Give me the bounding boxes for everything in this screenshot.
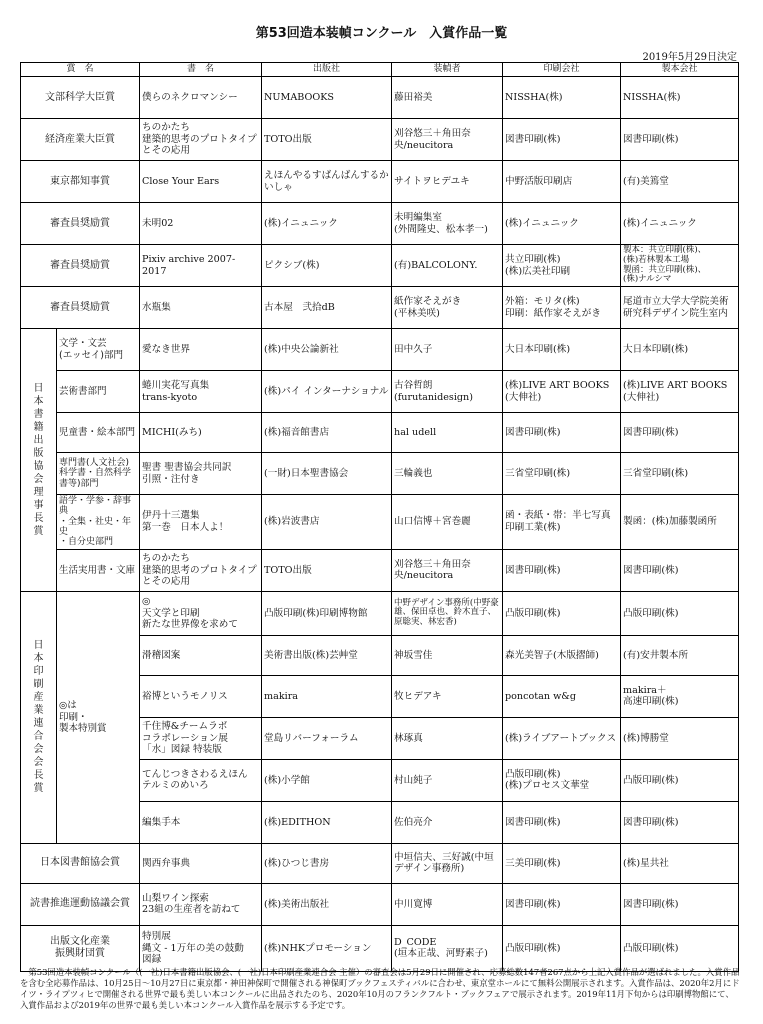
printer: 図書印刷(株) [503,883,621,925]
binder: NISSHA(株) [621,77,739,119]
book-title: 千住博&チームラボ コラボレーション展 「水」図録 特装版 [140,717,262,759]
binder: 凸版印刷(株) [621,759,739,801]
binder: 製函：(株)加藤製函所 [621,495,739,550]
printer: 凸版印刷(株) (株)プロセス文華堂 [503,759,621,801]
publisher: (株)美術出版社 [262,883,392,925]
book-title: てんじつきさわるえほん テルミのめいろ [140,759,262,801]
designer: 藤田裕美 [392,77,503,119]
publisher: (株)ひつじ書房 [262,843,392,883]
table-row [21,371,739,413]
category-name: 児童書・絵本部門 [57,413,140,453]
designer: (有)BALCOLONY. [392,245,503,287]
header-designer: 装幀者 [392,63,503,77]
publisher: (株)小学館 [262,759,392,801]
publisher: (株)パイ インターナショナル [262,371,392,413]
designer: 中野デザイン事務所(中野豪雄、保田卓也、鈴木直子、原聡実、林宏香) [392,591,503,635]
header-award: 賞 名 [21,63,140,77]
designer: 神坂雪佳 [392,635,503,675]
binder: 図書印刷(株) [621,801,739,843]
book-title: 編集手本 [140,801,262,843]
publisher: (一財)日本聖書協会 [262,453,392,495]
table-row [21,925,739,971]
designer: D_CODE (垣本正哉、河野素子) [392,925,503,971]
printer: 凸版印刷(株) [503,591,621,635]
designer: 三輪義也 [392,453,503,495]
book-title: 愛なき世界 [140,329,262,371]
printer: 図書印刷(株) [503,119,621,161]
award-name: 審査員奨励賞 [21,287,140,329]
book-title: Pixiv archive 2007-2017 [140,245,262,287]
group-label-text: 日本印刷産業連合会会長賞 [33,640,44,795]
binder: 図書印刷(株) [621,549,739,591]
book-title: 未明02 [140,203,262,245]
special-award-note: ◎は 印刷・ 製本特別賞 [57,591,140,843]
binder: (有)美篶堂 [621,161,739,203]
table-row [21,77,739,119]
header-publisher: 出版社 [262,63,392,77]
table-row [21,883,739,925]
table-row [21,495,739,550]
binder: 図書印刷(株) [621,883,739,925]
designer: 村山純子 [392,759,503,801]
table-row [21,203,739,245]
table-row [21,245,739,287]
printer: 三美印刷(株) [503,843,621,883]
designer: サイトヲヒデユキ [392,161,503,203]
book-title: 伊丹十三選集 第一巻 日本人よ！ [140,495,262,550]
publisher: (株)福音館書店 [262,413,392,453]
group-label-publishers-association [21,329,57,592]
printer: 大日本印刷(株) [503,329,621,371]
printer: 函・表紙・帯：半七写真印刷工業(株) [503,495,621,550]
publisher: TOTO出版 [262,119,392,161]
book-title: 特別展 縄文 - 1万年の美の鼓動 図録 [140,925,262,971]
table-row [21,843,739,883]
award-name: 文部科学大臣賞 [21,77,140,119]
binder: 図書印刷(株) [621,119,739,161]
designer: hal udell [392,413,503,453]
header-printer: 印刷会社 [503,63,621,77]
printer: (株)イニュニック [503,203,621,245]
binder: 大日本印刷(株) [621,329,739,371]
binder: 凸版印刷(株) [621,925,739,971]
designer: 佐伯亮介 [392,801,503,843]
page-title: 第53回造本装幀コンクール 入賞作品一覧 [255,26,508,41]
award-name: 日本図書館協会賞 [21,843,140,883]
publisher: 凸版印刷(株)印刷博物館 [262,591,392,635]
binder: (株)LIVE ART BOOKS (大伸社) [621,371,739,413]
table-row [21,413,739,453]
award-name: 審査員奨励賞 [21,203,140,245]
designer: 古谷哲朗 (furutanidesign) [392,371,503,413]
awards-table [20,62,739,972]
publisher: (株)EDITHON [262,801,392,843]
binder: (株)星共社 [621,843,739,883]
table-row [21,287,739,329]
book-title: 裕博というモノリス [140,675,262,717]
group-label-printing-federation [21,591,57,843]
header-binder: 製本会社 [621,63,739,77]
designer: 田中久子 [392,329,503,371]
designer: 中垣信夫、三好誠(中垣デザイン事務所) [392,843,503,883]
binder: 製本：共立印刷(株)、 (株)若林製本工場 製函：共立印刷(株)、 (株)ナルシマ [621,245,739,287]
group-label-text: 日本書籍出版協会理事長賞 [33,382,44,537]
publisher: 美術書出版(株)芸艸堂 [262,635,392,675]
publisher: ピクシブ(株) [262,245,392,287]
designer: 刈谷悠三＋角田奈央/neucitora [392,549,503,591]
footnote: 第53回造本装幀コンクール（(一社)日本書籍出版協会、(一社)日本印刷産業連合会 主催）の審査会は5月29日に開催され、応募総数147者267点から上記入賞作品が選ばれました。入賞作品を含む全応募作品は、10月25日〜10月27日に東京都・神田神保町で開催される神保町ブックフェスティバルに合わせ、東京堂ホールにて無料公開展示されます。入賞作品は、2020年2月にドイツ・ライプツィヒで開催される世界で最も美しい本コンクールに出品されたのち、2020年10月のフランクフルト・ブックフェアで展示されます。2019年11月下旬からは印刷博物館にて、入賞作品および2019年の世界で最も美しい本コンクール入賞作品を展示する予定です。 [20,967,740,1010]
binder: makira＋ 高速印刷(株) [621,675,739,717]
category-name: 文学・文芸 (エッセイ)部門 [57,329,140,371]
award-name: 読書推進運動協議会賞 [21,883,140,925]
binder: 三省堂印刷(株) [621,453,739,495]
header-book: 書 名 [140,63,262,77]
printer: 凸版印刷(株) [503,925,621,971]
printer: 三省堂印刷(株) [503,453,621,495]
printer: 図書印刷(株) [503,413,621,453]
book-title: Close Your Ears [140,161,262,203]
designer: 林琢真 [392,717,503,759]
publisher: (株)イニュニック [262,203,392,245]
publisher: (株)NHKプロモーション [262,925,392,971]
book-title: 僕らのネクロマンシー [140,77,262,119]
category-name: 専門書(人文社会) 科学書・自然科学 書等)部門 [57,453,140,495]
table-row [21,161,739,203]
binder: (有)安井製本所 [621,635,739,675]
designer: 牧ヒデアキ [392,675,503,717]
book-title: ちのかたち 建築的思考のプロトタイプとその応用 [140,119,262,161]
book-title: 山梨ワイン探索 23組の生産者を訪ねて [140,883,262,925]
printer: NISSHA(株) [503,77,621,119]
printer: 中野活版印刷店 [503,161,621,203]
printer: 外箱：モリタ(株) 印刷：紙作家そえがき [503,287,621,329]
printer: 図書印刷(株) [503,801,621,843]
award-name: 出版文化産業 振興財団賞 [21,925,140,971]
table-row [21,119,739,161]
book-title: 水瓶集 [140,287,262,329]
award-name: 審査員奨励賞 [21,245,140,287]
publisher: (株)岩波書店 [262,495,392,550]
printer: (株)ライブアートブックス [503,717,621,759]
award-name: 東京都知事賞 [21,161,140,203]
book-title: ちのかたち 建築的思考のプロトタイプとその応用 [140,549,262,591]
printer: (株)LIVE ART BOOKS (大伸社) [503,371,621,413]
table-row [21,329,739,371]
designer: 未明編集室 (外間隆史、松本孝一) [392,203,503,245]
publisher: (株)中央公論新社 [262,329,392,371]
book-title: 関西弁事典 [140,843,262,883]
binder: 尾道市立大学大学院美術研究科デザイン院生室内 [621,287,739,329]
decision-date: 2019年5月29日決定 [642,52,737,63]
book-title: 聖書 聖書協会共同訳 引照・注付き [140,453,262,495]
table-row [21,549,739,591]
table-row [21,453,739,495]
printer: 共立印刷(株) (株)広美社印刷 [503,245,621,287]
table-header-row [21,63,739,77]
designer: 刈谷悠三＋角田奈央/neucitora [392,119,503,161]
book-title: ◎ 天文学と印刷 新たな世界像を求めて [140,591,262,635]
publisher: えほんやるすばんばんするかいしゃ [262,161,392,203]
designer: 中川寛博 [392,883,503,925]
category-name: 芸術書部門 [57,371,140,413]
publisher: makira [262,675,392,717]
binder: (株)イニュニック [621,203,739,245]
book-title: MICHI(みち) [140,413,262,453]
binder: (株)博勝堂 [621,717,739,759]
designer: 山口信博＋宮巻麗 [392,495,503,550]
award-name: 経済産業大臣賞 [21,119,140,161]
binder: 図書印刷(株) [621,413,739,453]
printer: poncotan w&g [503,675,621,717]
binder: 凸版印刷(株) [621,591,739,635]
printer: 森光美智子(木版摺師) [503,635,621,675]
publisher: 古本屋 弐拾dB [262,287,392,329]
designer: 紙作家そえがき (平林美咲) [392,287,503,329]
publisher: TOTO出版 [262,549,392,591]
category-name: 語学・学参・辞事典 ・全集・社史・年史 ・自分史部門 [57,495,140,550]
printer: 図書印刷(株) [503,549,621,591]
book-title: 滑稽図案 [140,635,262,675]
table-row [21,591,739,635]
publisher: 堂島リバーフォーラム [262,717,392,759]
publisher: NUMABOOKS [262,77,392,119]
book-title: 蜷川実花写真集 trans-kyoto [140,371,262,413]
category-name: 生活実用書・文庫 [57,549,140,591]
